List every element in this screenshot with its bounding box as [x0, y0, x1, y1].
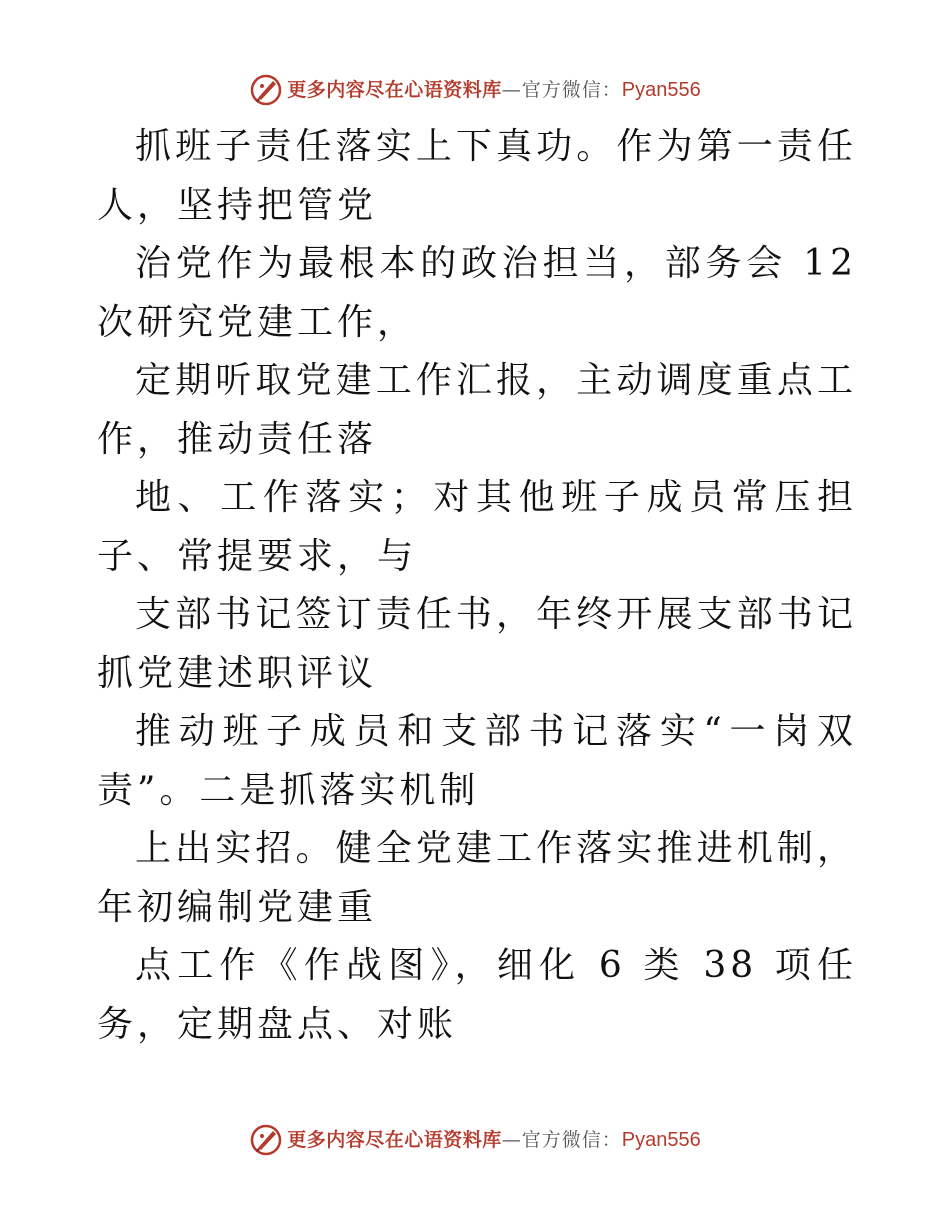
paragraph: 治党作为最根本的政治担当，部务会 12 次研究党建工作，	[97, 243, 857, 343]
paragraph: 地、工作落实；对其他班子成员常压担子、常提要求，与	[97, 477, 857, 577]
banner-separator: —	[501, 79, 522, 101]
header-banner	[0, 70, 950, 110]
paragraph: 定期听取党建工作汇报，主动调度重点工作，推动责任落	[97, 360, 857, 460]
footer-banner	[0, 1120, 950, 1160]
banner-separator: —	[501, 1129, 522, 1151]
paragraph: 推动班子成员和支部书记落实“一岗双责”。二是抓落实机制	[97, 711, 857, 811]
banner-title: 更多内容尽在心语资料库	[287, 79, 502, 101]
banner-title: 更多内容尽在心语资料库	[287, 1129, 502, 1151]
banner-wechat-id: Pyan556	[621, 1129, 701, 1151]
banner-wechat-id: Pyan556	[621, 79, 701, 101]
paragraph: 点工作《作战图》，细化 6 类 38 项任务，定期盘点、对账	[97, 945, 857, 1045]
paragraph: 支部书记签订责任书，年终开展支部书记抓党建述职评议	[97, 594, 857, 694]
paragraph: 抓班子责任落实上下真功。作为第一责任人，坚持把管党	[97, 126, 857, 226]
banner-wechat-label: 官方微信：	[521, 1129, 622, 1151]
quill-pen-logo-icon	[249, 73, 283, 107]
quill-pen-logo-icon	[249, 1123, 283, 1157]
body-text	[97, 118, 857, 1054]
banner-wechat-label: 官方微信：	[521, 79, 622, 101]
paragraph: 上出实招。健全党建工作落实推进机制，年初编制党建重	[97, 828, 857, 928]
